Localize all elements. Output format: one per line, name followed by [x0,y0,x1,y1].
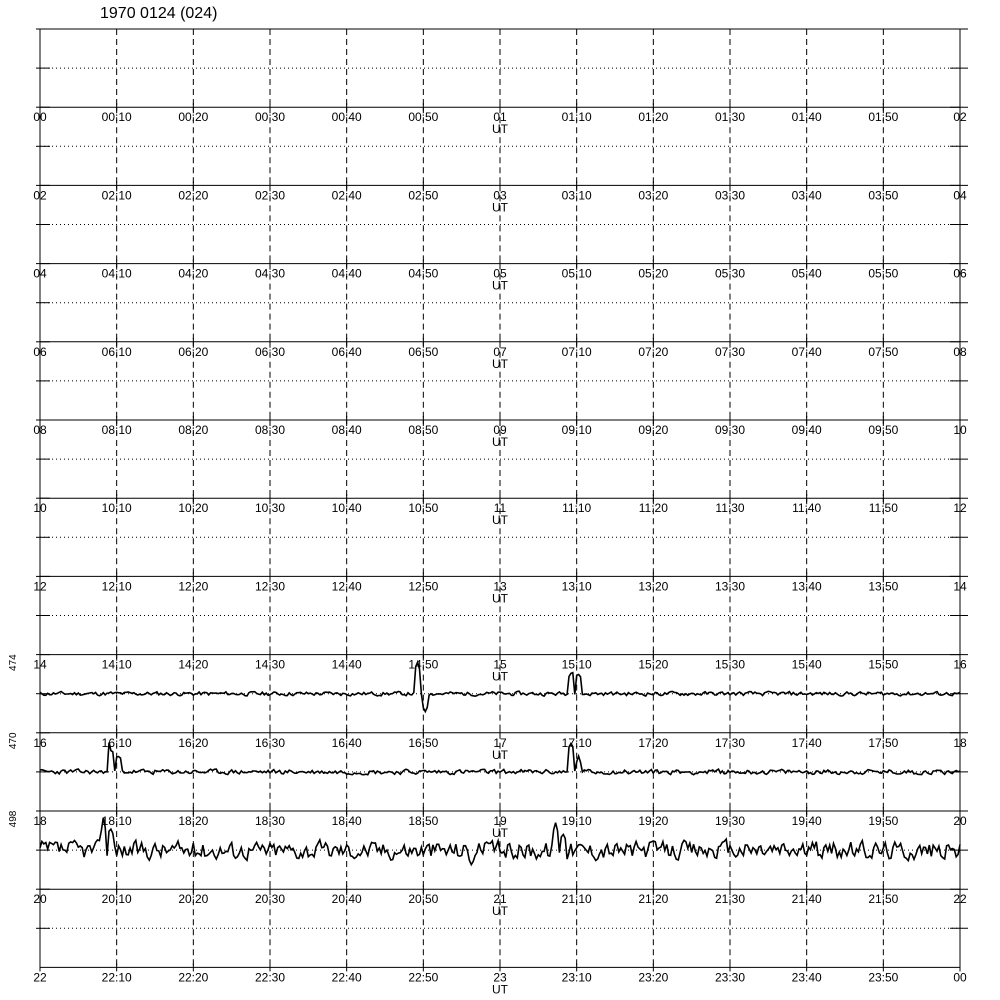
tick-label: 06 [953,266,967,281]
tick-label: 16 [953,657,967,672]
tick-label: 13:40 [791,579,822,594]
tick-label: 21 [493,892,507,907]
tick-label: 10 [33,501,47,516]
tick-label: 16:50 [408,735,439,750]
tick-label: 00:50 [408,110,439,125]
tick-label: 13:10 [561,579,592,594]
tick-label: 20 [953,814,967,828]
tick-label: 21:40 [791,892,822,907]
tick-label: 11:40 [792,501,822,516]
tick-label: 04 [953,188,967,203]
tick-label: 20:50 [408,892,439,907]
tick-label: 14 [953,579,967,594]
tick-label: 10:40 [331,501,362,516]
tick-label: 14:40 [331,657,362,672]
tick-label: 10:30 [254,501,286,516]
tick-label: 14:10 [101,657,132,672]
tick-label: 04 [33,266,47,281]
tick-label: 04:40 [331,266,362,281]
tick-label: 03:20 [638,188,669,203]
tick-label: 07:20 [638,344,669,359]
tick-label: 12:30 [254,579,286,594]
tick-label: 23:50 [868,970,899,985]
tick-label: 14:20 [178,657,209,672]
tick-label: 16:30 [254,735,286,750]
tick-label: 12:10 [101,579,132,594]
tick-label: 22:50 [408,970,439,985]
tick-label: 03:10 [561,188,592,203]
tick-label: 12:20 [178,579,209,594]
chart-title: 1970 0124 (024) [100,5,218,22]
x-axis-label: UT [492,826,508,840]
x-axis-label: UT [492,356,508,371]
tick-label: 16:10 [101,735,132,750]
tick-label: 14 [33,657,47,672]
tick-label: 12 [953,501,967,516]
tick-label: 06:50 [408,344,439,359]
tick-label: 17:10 [561,735,592,750]
tick-label: 06 [33,344,47,359]
tick-label: 19:20 [638,814,669,828]
tick-label: 17:40 [791,735,822,750]
tick-label: 05:10 [561,266,592,281]
tick-label: 09:20 [638,423,669,437]
tick-label: 00:30 [254,110,286,125]
tick-label: 02:20 [178,188,209,203]
tick-label: 00:10 [101,110,132,125]
tick-label: 02:30 [254,188,286,203]
tick-label: 17 [493,735,507,750]
tick-label: 02:40 [331,188,362,203]
tick-label: 11:20 [638,501,668,516]
tick-label: 06:20 [178,344,209,359]
tick-label: 05 [493,266,507,281]
tick-label: 08 [953,344,967,359]
tick-label: 01:40 [791,110,822,125]
tick-label: 19:30 [714,814,746,828]
tick-label: 16 [33,735,47,750]
x-axis-label: UT [492,669,508,684]
tick-label: 18:10 [101,814,132,828]
tick-label: 19:40 [791,814,822,828]
tick-label: 01:30 [714,110,746,125]
y-axis-label: 470 [8,732,19,750]
tick-label: 02:10 [101,188,132,203]
tick-label: 13:20 [638,579,669,594]
x-axis-label: UT [492,200,508,215]
tick-label: 08:30 [254,423,286,437]
tick-label: 07 [493,344,507,359]
tick-label: 22 [953,892,967,907]
tick-label: 18 [953,735,967,750]
tick-label: 18:40 [331,814,362,828]
tick-label: 07:30 [714,344,746,359]
tick-label: 11:30 [715,501,745,516]
tick-label: 23:10 [561,970,592,985]
tick-label: 08:50 [408,423,439,437]
x-axis-label: UT [492,435,508,449]
tick-label: 13:50 [868,579,899,594]
tick-label: 10:20 [178,501,209,516]
tick-label: 15:10 [561,657,592,672]
tick-label: 14:30 [254,657,286,672]
tick-label: 03:40 [791,188,822,203]
tick-label: 20:20 [178,892,209,907]
tick-label: 01 [493,110,507,125]
tick-label: 21:10 [561,892,592,907]
tick-label: 11:50 [868,501,898,516]
tick-label: 02 [953,110,967,125]
tick-label: 15:30 [714,657,746,672]
tick-label: 22:40 [331,970,362,985]
tick-label: 18 [33,814,47,828]
tick-label: 14:50 [408,657,439,672]
tick-label: 23:40 [791,970,822,985]
tick-label: 05:30 [714,266,746,281]
tick-label: 03 [493,188,507,203]
tick-label: 01:20 [638,110,669,125]
tick-label: 22:20 [178,970,209,985]
tick-label: 22:10 [101,970,132,985]
tick-label: 05:50 [868,266,899,281]
tick-label: 09 [493,423,507,437]
tick-label: 20:10 [101,892,132,907]
tick-label: 07:40 [791,344,822,359]
tick-label: 20 [33,892,47,907]
y-axis-label: 474 [8,654,19,671]
x-axis-label: UT [492,513,508,528]
tick-label: 08:20 [178,423,209,437]
tick-label: 19:50 [868,814,899,828]
tick-label: 18:20 [178,814,209,828]
tick-label: 09:30 [714,423,746,437]
tick-label: 21:50 [868,892,899,907]
tick-label: 12:50 [408,579,439,594]
tick-label: 01:50 [868,110,899,125]
y-axis-label: 498 [8,810,19,828]
tick-label: 17:20 [638,735,669,750]
tick-label: 04:30 [254,266,286,281]
tick-label: 04:50 [408,266,439,281]
tick-label: 22 [33,970,47,985]
tick-label: 12:40 [331,579,362,594]
tick-label: 16:20 [178,735,209,750]
tick-label: 08:10 [101,423,132,437]
tick-label: 15 [493,657,507,672]
tick-label: 18:50 [408,814,439,828]
tick-label: 04:10 [101,266,132,281]
tick-label: 18:30 [254,814,286,828]
tick-label: 00:40 [331,110,362,125]
tick-label: 23:20 [638,970,669,985]
tick-label: 10:10 [101,501,132,516]
tick-label: 13:30 [714,579,746,594]
tick-label: 09:10 [561,423,592,437]
tick-label: 22:30 [254,970,286,985]
tick-label: 09:40 [791,423,822,437]
x-axis-label: UT [492,747,508,762]
tick-label: 11:10 [562,501,592,516]
tick-label: 12 [33,579,47,594]
tick-label: 07:10 [561,344,592,359]
tick-label: 09:50 [868,423,899,437]
tick-label: 00 [953,970,967,985]
tick-label: 03:30 [714,188,746,203]
tick-label: 17:50 [868,735,899,750]
tick-label: 11 [493,501,507,516]
tick-label: 00 [33,110,47,125]
tick-label: 15:50 [868,657,899,672]
tick-label: 03:50 [868,188,899,203]
tick-label: 10 [953,423,967,437]
tick-label: 20:30 [254,892,286,907]
x-axis-label: UT [492,278,508,293]
tick-label: 13 [493,579,507,594]
tick-label: 06:30 [254,344,286,359]
tick-label: 15:40 [791,657,822,672]
x-axis-label: UT [492,904,508,919]
tick-label: 08 [33,423,47,437]
tick-label: 10:50 [408,501,439,516]
tick-label: 06:40 [331,344,362,359]
tick-label: 02 [33,188,47,203]
tick-label: 16:40 [331,735,362,750]
tick-label: 05:40 [791,266,822,281]
tick-label: 19:10 [561,814,592,828]
tick-label: 20:40 [331,892,362,907]
tick-label: 17:30 [714,735,746,750]
x-axis-label: UT [492,122,508,137]
tick-label: 07:50 [868,344,899,359]
x-axis-label: UT [492,591,508,606]
tick-label: 19 [493,814,507,828]
tick-label: 02:50 [408,188,439,203]
tick-label: 00:20 [178,110,209,125]
x-axis-label: UT [492,982,508,997]
tick-label: 15:20 [638,657,669,672]
tick-label: 23 [493,970,507,985]
tick-label: 01:10 [561,110,592,125]
tick-label: 21:30 [714,892,746,907]
tick-label: 21:20 [638,892,669,907]
tick-label: 04:20 [178,266,209,281]
tick-label: 06:10 [101,344,132,359]
tick-label: 05:20 [638,266,669,281]
tick-label: 08:40 [331,423,362,437]
tick-label: 23:30 [714,970,746,985]
